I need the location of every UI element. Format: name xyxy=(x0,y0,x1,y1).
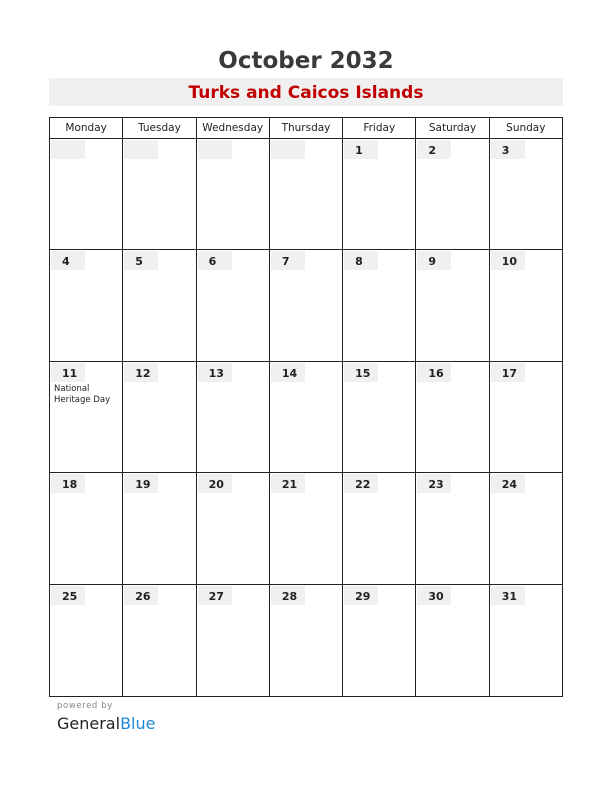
day-number: 30 xyxy=(417,586,451,605)
day-cell[interactable] xyxy=(343,139,416,249)
day-cell[interactable] xyxy=(343,585,416,696)
brand-general: General xyxy=(57,714,121,733)
day-number: 16 xyxy=(417,363,451,382)
day-number: 24 xyxy=(491,474,525,493)
day-number: 12 xyxy=(124,363,158,382)
day-cell[interactable] xyxy=(343,362,416,472)
empty-day-label xyxy=(198,140,232,159)
day-number: 27 xyxy=(198,586,232,605)
day-number: 15 xyxy=(344,363,378,382)
day-cell[interactable] xyxy=(50,585,123,696)
generalblue-logo[interactable] xyxy=(57,715,155,733)
empty-day-label xyxy=(51,140,85,159)
day-number: 10 xyxy=(491,251,525,270)
calendar-weeks xyxy=(50,139,562,696)
day-cell[interactable] xyxy=(270,250,343,360)
day-cell[interactable] xyxy=(490,585,562,696)
day-cell[interactable] xyxy=(123,585,196,696)
day-number: 13 xyxy=(198,363,232,382)
day-cell[interactable] xyxy=(123,139,196,249)
day-cell[interactable] xyxy=(343,250,416,360)
weekday-header-thursday: Thursday xyxy=(270,118,343,138)
day-cell[interactable] xyxy=(50,362,123,472)
weekday-header-monday: Monday xyxy=(50,118,123,138)
day-number: 19 xyxy=(124,474,158,493)
day-number: 8 xyxy=(344,251,378,270)
day-cell[interactable] xyxy=(197,250,270,360)
day-number: 2 xyxy=(417,140,451,159)
day-cell[interactable] xyxy=(270,473,343,583)
day-number: 9 xyxy=(417,251,451,270)
day-number: 25 xyxy=(51,586,85,605)
day-cell[interactable] xyxy=(270,139,343,249)
day-number: 17 xyxy=(491,363,525,382)
day-number: 28 xyxy=(271,586,305,605)
empty-day-label xyxy=(271,140,305,159)
day-cell[interactable] xyxy=(343,473,416,583)
week-row xyxy=(50,139,562,250)
calendar-grid xyxy=(49,117,563,697)
day-cell[interactable] xyxy=(197,585,270,696)
holiday-label: National Heritage Day xyxy=(54,383,111,405)
day-cell[interactable] xyxy=(123,250,196,360)
powered-by-text: powered by xyxy=(57,701,113,711)
day-cell[interactable] xyxy=(123,473,196,583)
day-number: 20 xyxy=(198,474,232,493)
week-row xyxy=(50,473,562,584)
day-cell[interactable] xyxy=(416,362,489,472)
week-row xyxy=(50,250,562,361)
day-number: 21 xyxy=(271,474,305,493)
country-banner: Turks and Caicos Islands xyxy=(49,78,563,106)
day-number: 6 xyxy=(198,251,232,270)
weekday-header-wednesday: Wednesday xyxy=(197,118,270,138)
day-number: 26 xyxy=(124,586,158,605)
weekday-header-saturday: Saturday xyxy=(416,118,489,138)
page-title: October 2032 xyxy=(218,48,394,74)
day-number: 29 xyxy=(344,586,378,605)
day-cell[interactable] xyxy=(197,139,270,249)
day-number: 14 xyxy=(271,363,305,382)
weekday-header-sunday: Sunday xyxy=(506,122,546,134)
weekday-header-row xyxy=(50,118,562,139)
day-number: 1 xyxy=(344,140,378,159)
day-cell[interactable] xyxy=(416,473,489,583)
week-row xyxy=(50,585,562,696)
day-number: 5 xyxy=(124,251,158,270)
day-cell[interactable] xyxy=(416,585,489,696)
day-number: 7 xyxy=(271,251,305,270)
empty-day-label xyxy=(124,140,158,159)
day-cell[interactable] xyxy=(197,362,270,472)
day-cell[interactable] xyxy=(270,362,343,472)
day-cell[interactable] xyxy=(416,250,489,360)
weekday-header-tuesday: Tuesday xyxy=(123,118,196,138)
day-cell[interactable] xyxy=(490,473,562,583)
day-number: 22 xyxy=(344,474,378,493)
brand-blue: Blue xyxy=(120,714,156,733)
day-cell[interactable] xyxy=(416,139,489,249)
day-cell[interactable] xyxy=(123,362,196,472)
day-cell[interactable] xyxy=(50,250,123,360)
day-number: 3 xyxy=(491,140,525,159)
day-cell[interactable] xyxy=(270,585,343,696)
day-number: 4 xyxy=(51,251,85,270)
footer xyxy=(57,701,155,733)
day-number: 11 xyxy=(51,363,85,382)
day-number: 31 xyxy=(491,586,525,605)
day-cell[interactable] xyxy=(197,473,270,583)
week-row xyxy=(50,362,562,473)
day-number: 23 xyxy=(417,474,451,493)
day-cell[interactable] xyxy=(50,139,123,249)
day-cell[interactable] xyxy=(490,250,562,360)
day-cell[interactable] xyxy=(490,139,562,249)
day-cell[interactable] xyxy=(490,362,562,472)
day-number: 18 xyxy=(51,474,85,493)
day-cell[interactable] xyxy=(50,473,123,583)
weekday-header-friday: Friday xyxy=(343,118,416,138)
